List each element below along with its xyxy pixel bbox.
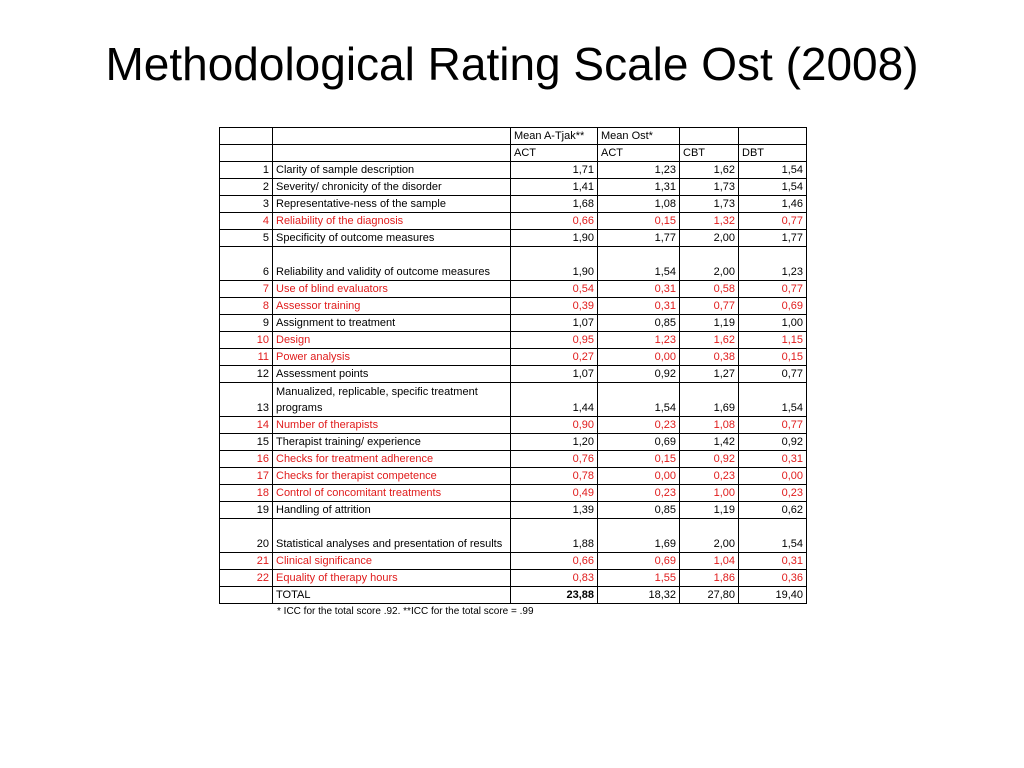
mean-atjak-act-value: 0,66 — [511, 213, 598, 230]
table-row — [220, 468, 807, 485]
dbt-value: 0,92 — [739, 434, 807, 451]
mean-atjak-act-value: 1,68 — [511, 196, 598, 213]
header-cell — [273, 145, 511, 162]
cbt-value: 0,58 — [680, 281, 739, 298]
mean-ost-act-value: 0,31 — [598, 298, 680, 315]
header-cell: CBT — [680, 145, 739, 162]
mean-atjak-act-value: 0,78 — [511, 468, 598, 485]
table-row — [220, 553, 807, 570]
mean-atjak-act-value: 0,76 — [511, 451, 598, 468]
header-cell: DBT — [739, 145, 807, 162]
mean-ost-act-value: 0,00 — [598, 468, 680, 485]
dbt-value: 1,00 — [739, 315, 807, 332]
mean-atjak-act-value: 0,95 — [511, 332, 598, 349]
row-number: 7 — [220, 281, 273, 298]
table-row — [220, 451, 807, 468]
cbt-value: 1,62 — [680, 162, 739, 179]
criterion-label: Clarity of sample description — [273, 162, 511, 179]
cbt-value: 1,08 — [680, 417, 739, 434]
table-footnote: * ICC for the total score .92. **ICC for the total score = .99 — [277, 606, 534, 617]
mean-ost-act-value: 0,31 — [598, 281, 680, 298]
header-cell: ACT — [598, 145, 680, 162]
mean-ost-act-value: 0,69 — [598, 434, 680, 451]
table-row — [220, 298, 807, 315]
mean-atjak-act-value: 1,39 — [511, 502, 598, 519]
row-number: 3 — [220, 196, 273, 213]
criterion-label: Assessment points — [273, 366, 511, 383]
criterion-label: Use of blind evaluators — [273, 281, 511, 298]
table-row — [220, 247, 807, 281]
criterion-label: Assignment to treatment — [273, 315, 511, 332]
table-row — [220, 485, 807, 502]
row-number: 10 — [220, 332, 273, 349]
criterion-label: Reliability of the diagnosis — [273, 213, 511, 230]
dbt-value: 1,46 — [739, 196, 807, 213]
table-row — [220, 315, 807, 332]
total-empty-cell — [220, 587, 273, 604]
cbt-value: 1,19 — [680, 315, 739, 332]
dbt-value: 0,15 — [739, 349, 807, 366]
dbt-value: 0,00 — [739, 468, 807, 485]
criterion-label: Reliability and validity of outcome measures — [273, 247, 511, 281]
table-header-row — [220, 128, 807, 145]
mean-ost-act-value: 1,69 — [598, 519, 680, 553]
criterion-label: Design — [273, 332, 511, 349]
criterion-label: Therapist training/ experience — [273, 434, 511, 451]
criterion-label: Representative-ness of the sample — [273, 196, 511, 213]
criterion-label: Checks for treatment adherence — [273, 451, 511, 468]
header-cell — [220, 145, 273, 162]
dbt-value: 0,77 — [739, 281, 807, 298]
table-total-row — [220, 587, 807, 604]
mean-ost-act-value: 1,54 — [598, 247, 680, 281]
cbt-value: 0,92 — [680, 451, 739, 468]
dbt-value: 0,62 — [739, 502, 807, 519]
slide-title: Methodological Rating Scale Ost (2008) — [105, 38, 919, 90]
row-number: 16 — [220, 451, 273, 468]
row-number: 18 — [220, 485, 273, 502]
criterion-label: Number of therapists — [273, 417, 511, 434]
row-number: 15 — [220, 434, 273, 451]
table-row — [220, 332, 807, 349]
mean-ost-act-value: 1,77 — [598, 230, 680, 247]
header-cell: Mean Ost* — [598, 128, 680, 145]
row-number: 11 — [220, 349, 273, 366]
row-number: 5 — [220, 230, 273, 247]
table-row — [220, 230, 807, 247]
dbt-value: 1,54 — [739, 383, 807, 417]
cbt-value: 1,00 — [680, 485, 739, 502]
mean-ost-act-value: 1,31 — [598, 179, 680, 196]
mean-atjak-act-value: 0,90 — [511, 417, 598, 434]
dbt-value: 0,36 — [739, 570, 807, 587]
mean-atjak-act-value: 1,07 — [511, 315, 598, 332]
cbt-value: 0,38 — [680, 349, 739, 366]
total-atjak-act-value: 23,88 — [511, 587, 598, 604]
header-cell — [273, 128, 511, 145]
table-row — [220, 366, 807, 383]
table-header-row — [220, 145, 807, 162]
mean-atjak-act-value: 1,20 — [511, 434, 598, 451]
dbt-value: 0,31 — [739, 451, 807, 468]
mean-atjak-act-value: 0,54 — [511, 281, 598, 298]
dbt-value: 0,77 — [739, 213, 807, 230]
rating-table-container — [219, 127, 807, 604]
table-row — [220, 519, 807, 553]
row-number: 20 — [220, 519, 273, 553]
cbt-value: 1,42 — [680, 434, 739, 451]
row-number: 12 — [220, 366, 273, 383]
criterion-label: Specificity of outcome measures — [273, 230, 511, 247]
dbt-value: 1,54 — [739, 162, 807, 179]
mean-ost-act-value: 0,85 — [598, 315, 680, 332]
table-row — [220, 434, 807, 451]
mean-atjak-act-value: 1,90 — [511, 230, 598, 247]
dbt-value: 0,69 — [739, 298, 807, 315]
row-number: 9 — [220, 315, 273, 332]
criterion-label: Assessor training — [273, 298, 511, 315]
header-cell — [220, 128, 273, 145]
cbt-value: 2,00 — [680, 230, 739, 247]
cbt-value: 1,27 — [680, 366, 739, 383]
total-label: TOTAL — [273, 587, 511, 604]
mean-ost-act-value: 1,54 — [598, 383, 680, 417]
mean-atjak-act-value: 1,07 — [511, 366, 598, 383]
mean-atjak-act-value: 1,88 — [511, 519, 598, 553]
dbt-value: 0,31 — [739, 553, 807, 570]
mean-ost-act-value: 0,15 — [598, 451, 680, 468]
dbt-value: 0,23 — [739, 485, 807, 502]
header-cell — [680, 128, 739, 145]
mean-ost-act-value: 0,23 — [598, 417, 680, 434]
row-number: 2 — [220, 179, 273, 196]
rating-table — [219, 127, 807, 604]
cbt-value: 1,73 — [680, 196, 739, 213]
dbt-value: 1,54 — [739, 519, 807, 553]
mean-ost-act-value: 1,55 — [598, 570, 680, 587]
table-row — [220, 162, 807, 179]
criterion-label: Clinical significance — [273, 553, 511, 570]
row-number: 6 — [220, 247, 273, 281]
table-row — [220, 417, 807, 434]
mean-atjak-act-value: 1,90 — [511, 247, 598, 281]
mean-atjak-act-value: 0,49 — [511, 485, 598, 502]
mean-ost-act-value: 0,69 — [598, 553, 680, 570]
table-row — [220, 213, 807, 230]
criterion-label: Severity/ chronicity of the disorder — [273, 179, 511, 196]
cbt-value: 1,69 — [680, 383, 739, 417]
table-row — [220, 179, 807, 196]
table-row — [220, 570, 807, 587]
dbt-value: 1,54 — [739, 179, 807, 196]
cbt-value: 1,04 — [680, 553, 739, 570]
mean-atjak-act-value: 0,39 — [511, 298, 598, 315]
dbt-value: 1,23 — [739, 247, 807, 281]
mean-ost-act-value: 0,92 — [598, 366, 680, 383]
row-number: 1 — [220, 162, 273, 179]
criterion-label: Control of concomitant treatments — [273, 485, 511, 502]
cbt-value: 1,62 — [680, 332, 739, 349]
criterion-label: Checks for therapist competence — [273, 468, 511, 485]
mean-atjak-act-value: 0,66 — [511, 553, 598, 570]
mean-ost-act-value: 1,23 — [598, 162, 680, 179]
mean-ost-act-value: 0,00 — [598, 349, 680, 366]
total-cbt-value: 27,80 — [680, 587, 739, 604]
mean-ost-act-value: 0,15 — [598, 213, 680, 230]
dbt-value: 0,77 — [739, 366, 807, 383]
cbt-value: 1,32 — [680, 213, 739, 230]
table-row — [220, 349, 807, 366]
table-row — [220, 196, 807, 213]
table-row — [220, 383, 807, 417]
cbt-value: 1,86 — [680, 570, 739, 587]
mean-atjak-act-value: 1,44 — [511, 383, 598, 417]
mean-atjak-act-value: 0,27 — [511, 349, 598, 366]
row-number: 8 — [220, 298, 273, 315]
mean-ost-act-value: 0,85 — [598, 502, 680, 519]
mean-ost-act-value: 1,08 — [598, 196, 680, 213]
dbt-value: 1,77 — [739, 230, 807, 247]
header-cell: ACT — [511, 145, 598, 162]
mean-atjak-act-value: 0,83 — [511, 570, 598, 587]
row-number: 4 — [220, 213, 273, 230]
criterion-label: Equality of therapy hours — [273, 570, 511, 587]
cbt-value: 0,77 — [680, 298, 739, 315]
total-dbt-value: 19,40 — [739, 587, 807, 604]
cbt-value: 0,23 — [680, 468, 739, 485]
criterion-label: Handling of attrition — [273, 502, 511, 519]
criterion-label: Power analysis — [273, 349, 511, 366]
row-number: 14 — [220, 417, 273, 434]
total-ost-act-value: 18,32 — [598, 587, 680, 604]
cbt-value: 2,00 — [680, 519, 739, 553]
criterion-label: Manualized, replicable, specific treatment programs — [273, 383, 511, 417]
row-number: 13 — [220, 383, 273, 417]
header-cell — [739, 128, 807, 145]
criterion-label: Statistical analyses and presentation of results — [273, 519, 511, 553]
header-cell: Mean A-Tjak** — [511, 128, 598, 145]
cbt-value: 2,00 — [680, 247, 739, 281]
table-row — [220, 502, 807, 519]
mean-ost-act-value: 1,23 — [598, 332, 680, 349]
dbt-value: 1,15 — [739, 332, 807, 349]
mean-atjak-act-value: 1,71 — [511, 162, 598, 179]
dbt-value: 0,77 — [739, 417, 807, 434]
mean-ost-act-value: 0,23 — [598, 485, 680, 502]
cbt-value: 1,73 — [680, 179, 739, 196]
cbt-value: 1,19 — [680, 502, 739, 519]
table-row — [220, 281, 807, 298]
row-number: 19 — [220, 502, 273, 519]
mean-atjak-act-value: 1,41 — [511, 179, 598, 196]
row-number: 21 — [220, 553, 273, 570]
row-number: 17 — [220, 468, 273, 485]
row-number: 22 — [220, 570, 273, 587]
